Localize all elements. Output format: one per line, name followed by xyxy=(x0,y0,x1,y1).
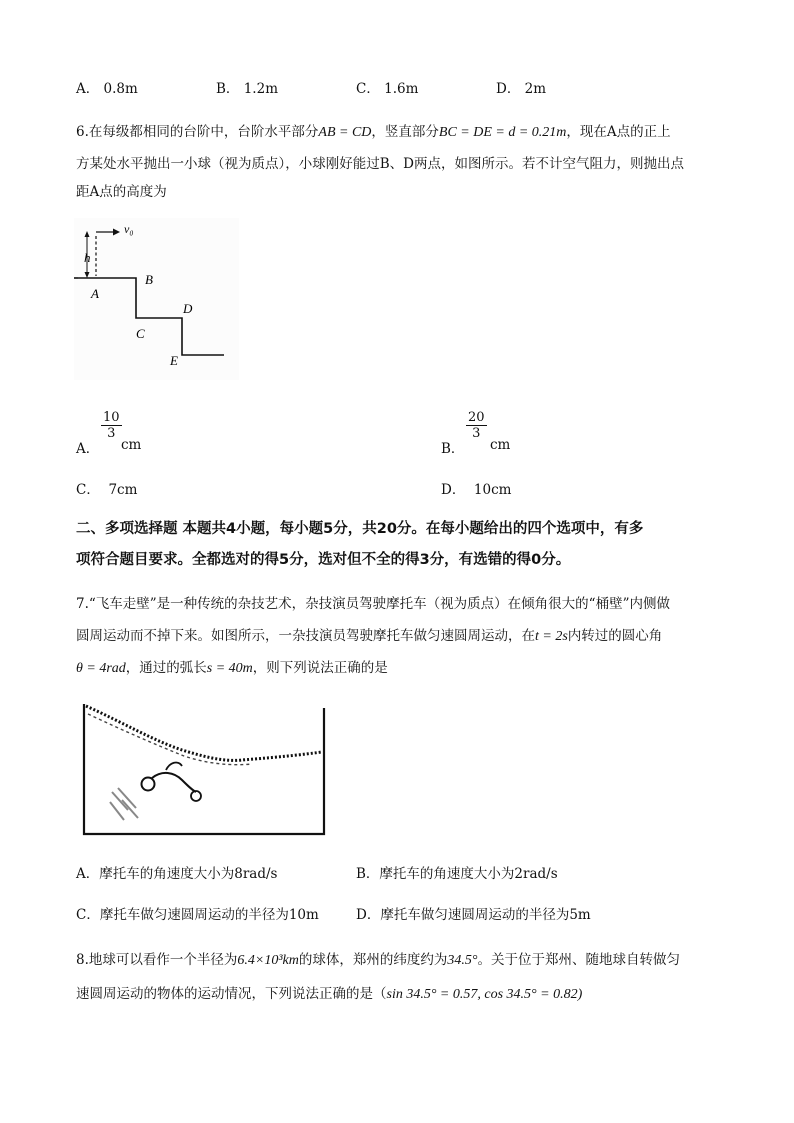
q6-option-c: C． 7cm xyxy=(76,482,138,498)
q6-option-d: D． 10cm xyxy=(441,482,512,498)
q6-line-3: 距A点的高度为 xyxy=(76,184,167,200)
q6-option-b-fraction: $\frac{20}{3}$ xyxy=(468,410,485,441)
q5-option-b: B． 1.2m xyxy=(216,81,278,97)
q7-option-b: B．摩托车的角速度大小为2rad/s xyxy=(356,866,558,882)
q8-line-1: 8.地球可以看作一个半径为6.4×10³km的球体，郑州的纬度约为34.5°。关于位于郑州、随地球自转做匀 xyxy=(76,952,680,968)
c-label: C xyxy=(136,326,145,341)
q5-option-a: A． 0.8m xyxy=(76,81,138,97)
d-label: D xyxy=(183,301,193,316)
q6-option-b-letter: B． xyxy=(441,441,465,457)
q7-option-c: C．摩托车做匀速圆周运动的半径为10m xyxy=(76,907,319,923)
q7-wall-of-death-figure xyxy=(82,700,328,838)
q6-option-b-unit: cm xyxy=(490,437,511,453)
q8-line-2: 速圆周运动的物体的运动情况，下列说法正确的是（sin 34.5° = 0.57, cos 34.5° = 0.82) xyxy=(76,986,583,1002)
q6-option-a-unit: cm xyxy=(121,437,142,453)
q7-line-1: 7.“飞车走壁”是一种传统的杂技艺术，杂技演员驾驶摩托车（视为质点）在倾角很大的“桶壁”内侧做 xyxy=(76,596,670,612)
q7-line-2: 圆周运动而不掉下来。如图所示，一杂技演员驾驶摩托车做匀速圆周运动，在t = 2s内转过的圆心角 xyxy=(76,628,663,644)
q6-line-1: 6.在每级都相同的台阶中，台阶水平部分AB = CD，竖直部分BC = DE = d = 0.21m，现在A点的正上 xyxy=(76,124,671,140)
section-2-heading-line-2: 项符合题目要求。全都选对的得5分，选对但不全的得3分，有选错的得0分。 xyxy=(76,552,571,568)
q7-option-d: D．摩托车做匀速圆周运动的半径为5m xyxy=(356,907,591,923)
q5-option-d: D． 2m xyxy=(496,81,547,97)
q6-line-2: 方某处水平抛出一小球（视为质点），小球刚好能过B、D两点，如图所示。若不计空气阻力，则抛出点 xyxy=(76,156,684,172)
q5-option-c: C． 1.6m xyxy=(356,81,419,97)
q6-option-a-letter: A． xyxy=(76,441,100,457)
q7-option-a: A．摩托车的角速度大小为8rad/s xyxy=(76,866,278,882)
b-label: B xyxy=(145,272,153,287)
q7-line-3: θ = 4rad，通过的弧长s = 40m，则下列说法正确的是 xyxy=(76,660,388,676)
q6-staircase-figure xyxy=(74,218,239,380)
h-label: h xyxy=(84,250,91,265)
v0-label: v₀ xyxy=(124,222,134,236)
e-label: E xyxy=(170,353,178,368)
section-2-heading-line-1: 二、多项选择题 本题共4小题，每小题5分，共20分。在每小题给出的四个选项中，有多 xyxy=(76,521,644,537)
a-label: A xyxy=(91,286,99,301)
q6-option-a-fraction: $\frac{10}{3}$ xyxy=(103,410,120,441)
